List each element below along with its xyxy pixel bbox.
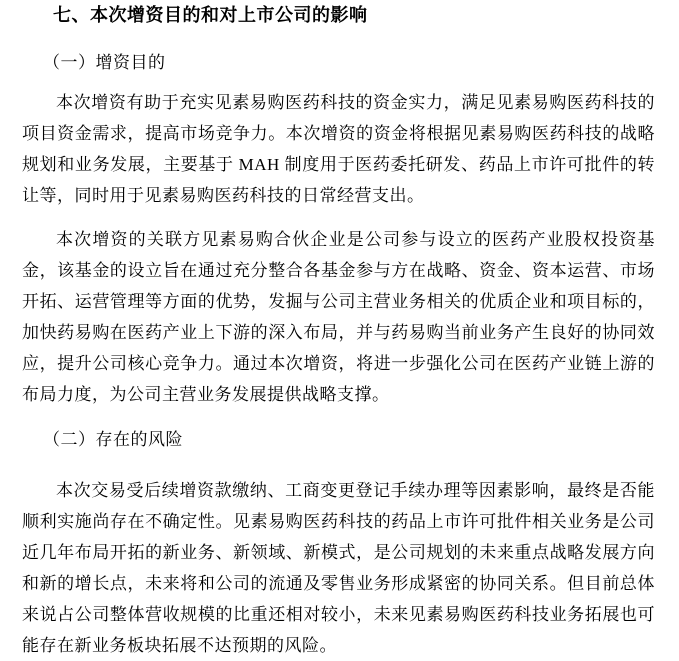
subsection-heading-risks: （二）存在的风险 xyxy=(43,430,183,449)
subsection-heading-purpose: （一）增资目的 xyxy=(43,53,166,72)
paragraph-risks-1: 本次交易受后续增资款缴纳、工商变更登记手续办理等因素影响，最终是否能顺利实施尚存在不确定性。见素易购医药科技的药品上市许可批件相关业务是公司近几年布局开拓的新业务、新领域、新模式，是公司规划的未来重点战略发展方向和新的增长点，未来将和公司的流通及零售业务形成紧密的协同关系。但目前总体来说占公司整体营收规模的比重还相对较小，未来见素易购医药科技业务拓展也可能存在新业务板块拓展不达预期的风险。 xyxy=(22,481,655,655)
paragraph-purpose-2: 本次增资的关联方见素易购合伙企业是公司参与设立的医药产业股权投资基金，该基金的设立旨在通过充分整合各基金参与方在战略、资金、资本运营、市场开拓、运营管理等方面的优势，发掘与公司主营业务相关的优质企业和项目标的，加快药易购在医药产业上下游的深入布局，并与药易购当前业务产生良好的协同效应，提升公司核心竞争力。通过本次增资，将进一步强化公司在医药产业链上游的布局力度，为公司主营业务发展提供战略支撑。 xyxy=(22,230,655,404)
section-title: 七、本次增资目的和对上市公司的影响 xyxy=(53,5,368,25)
paragraph-purpose-1: 本次增资有助于充实见素易购医药科技的资金实力，满足见素易购医药科技的项目资金需求，提高市场竞争力。本次增资的资金将根据见素易购医药科技的战略规划和业务发展，主要基于 MAH 制度用于医药委托研发、药品上市许可批件的转让等，同时用于见素易购医药科技的日常经营支出。 xyxy=(22,93,655,205)
